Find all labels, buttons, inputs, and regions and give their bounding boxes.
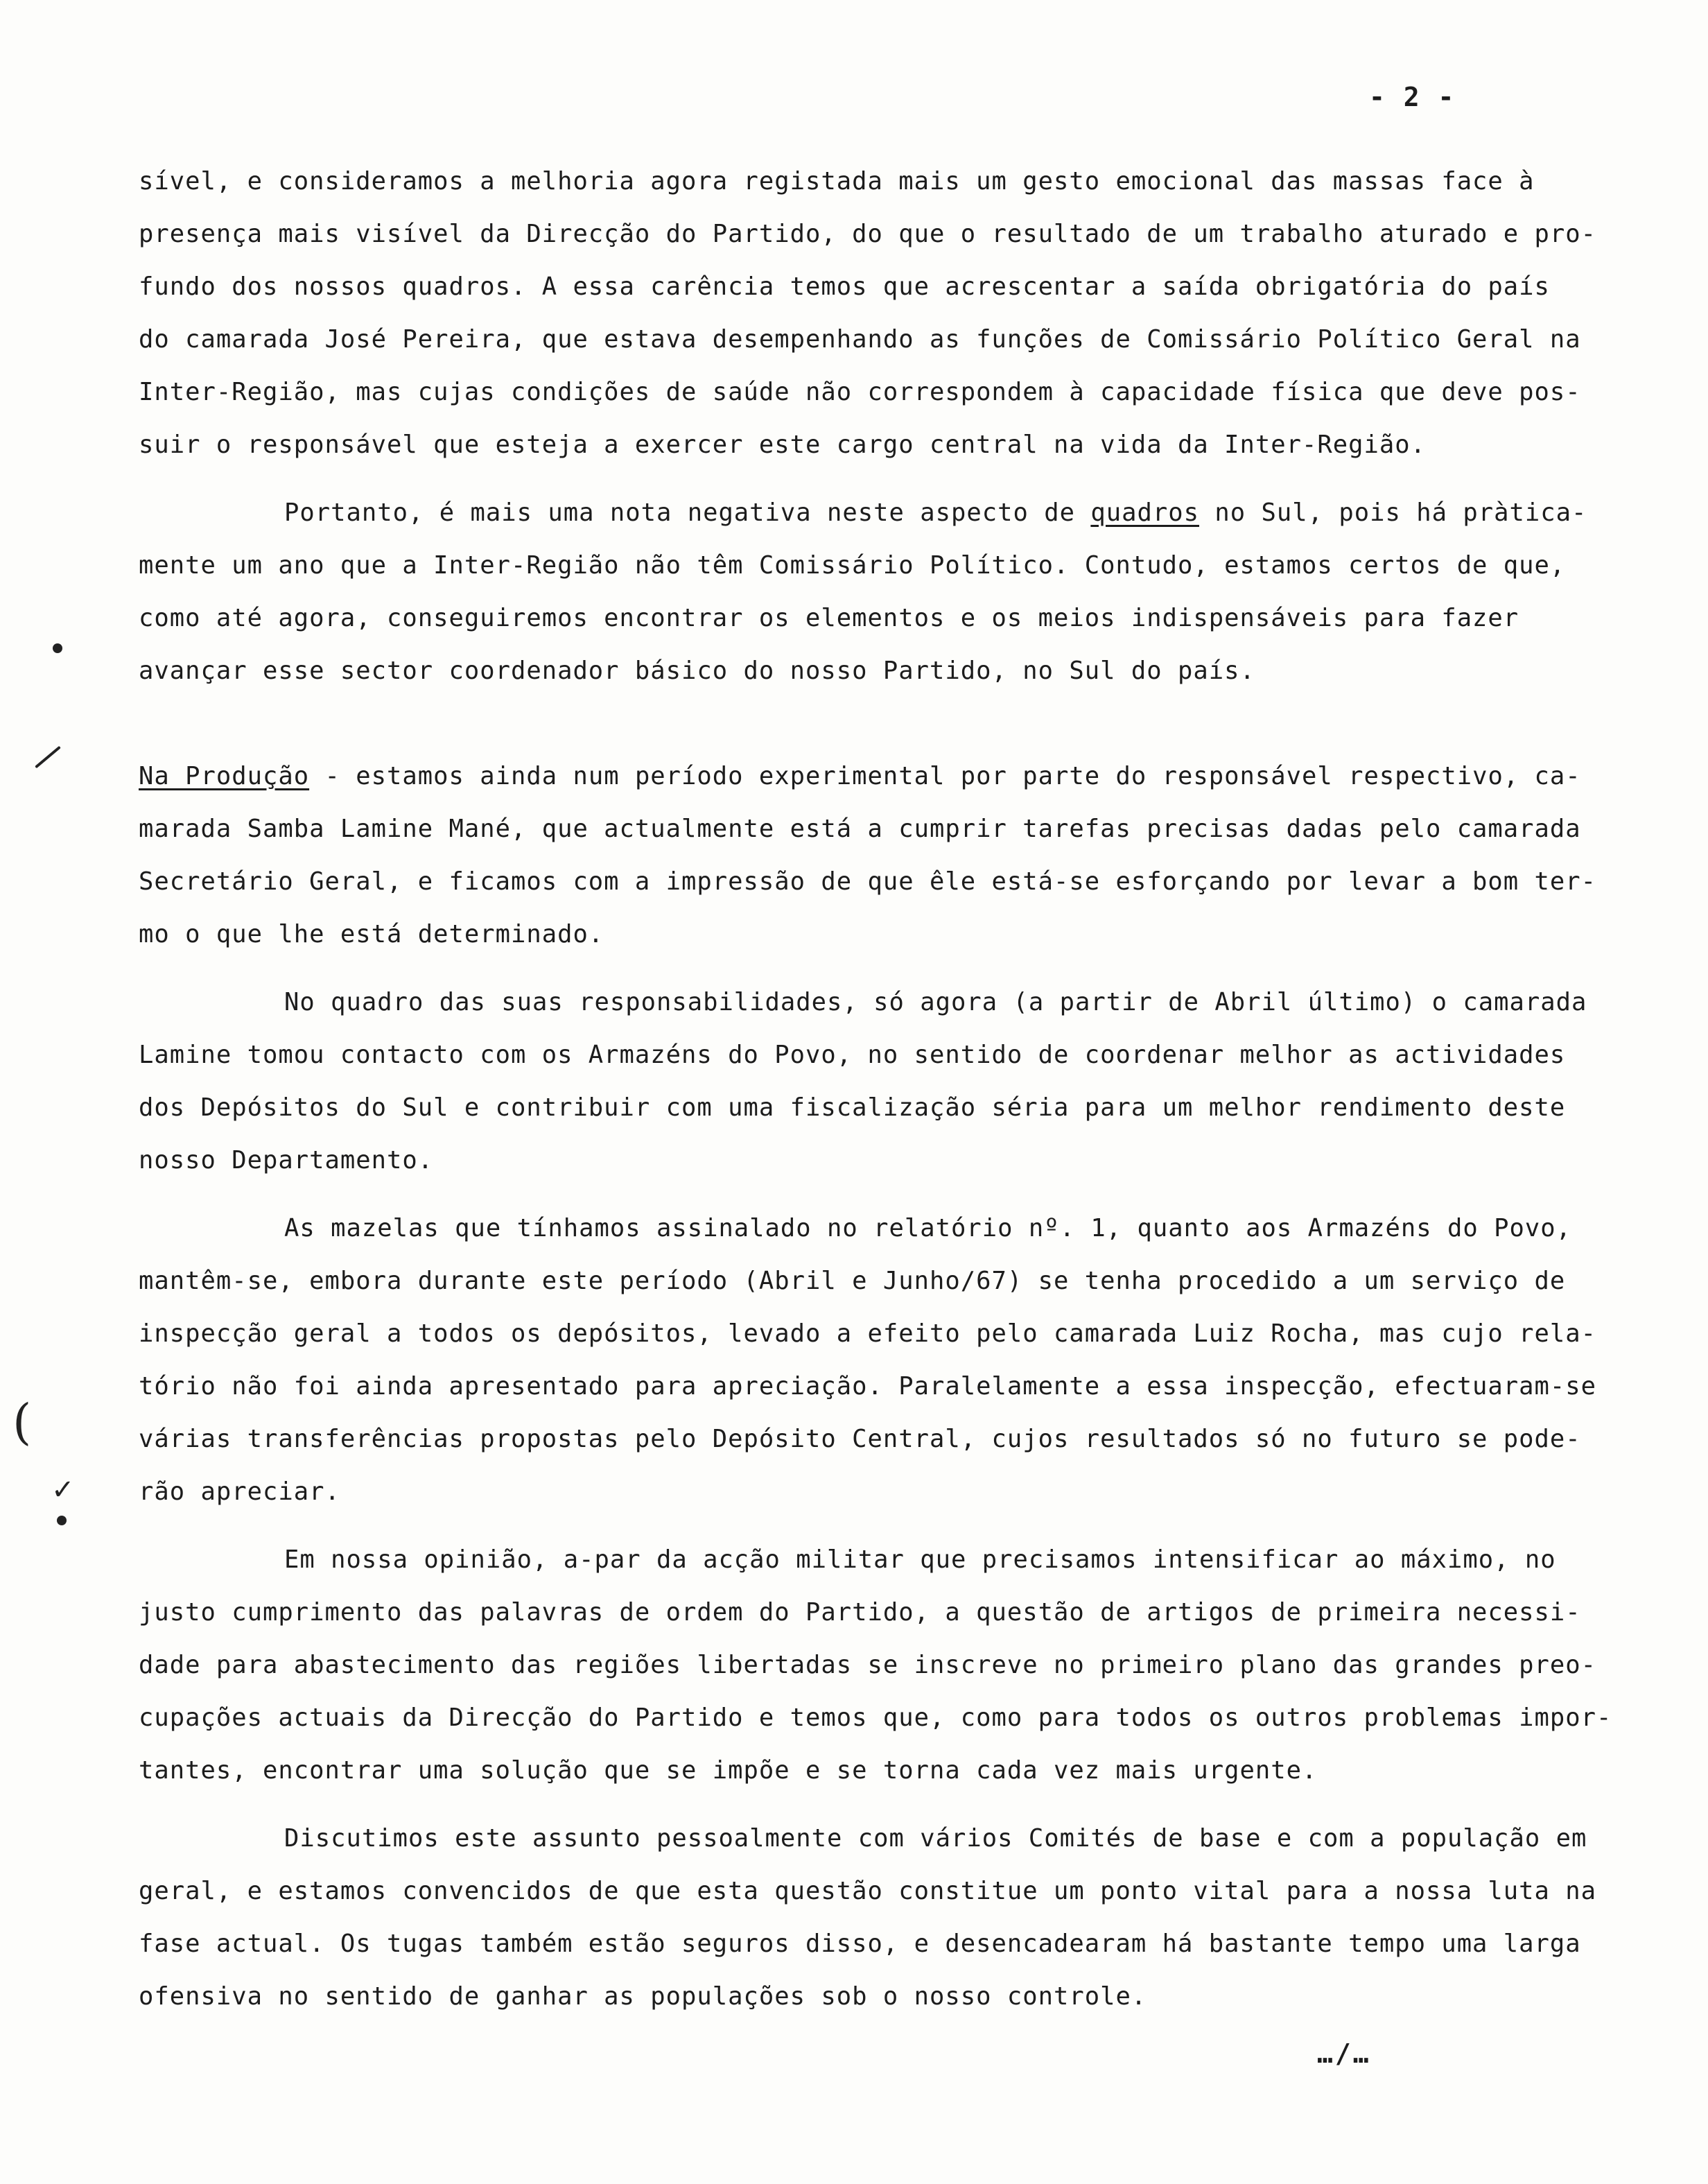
text-line: suir o responsável que esteja a exercer este cargo central na vida da Inter-Região. (139, 431, 1426, 459)
text-line: sível, e consideramos a melhoria agora registada mais um gesto emocional das massas face à (139, 167, 1535, 196)
margin-dot-mark (57, 1516, 67, 1525)
text-line (139, 761, 1581, 792)
text-line: Lamine tomou contacto com os Armazéns do Povo, no sentido de coordenar melhor as actividades (139, 1041, 1566, 1069)
text-line: inspecção geral a todos os depósitos, levado a efeito pelo camarada Luiz Rocha, mas cujo rela- (139, 1319, 1597, 1348)
text-line: Discutimos este assunto pessoalmente com vários Comités de base e com a população em (284, 1824, 1587, 1853)
text-segment: no Sul, pois há pràtica- (1199, 499, 1587, 527)
page-number: - 2 - (1369, 82, 1456, 112)
text-line: marada Samba Lamine Mané, que actualmente está a cumprir tarefas precisas dadas pelo camarada (139, 815, 1581, 843)
text-line: justo cumprimento das palavras de ordem do Partido, a questão de artigos de primeira necessi- (139, 1598, 1581, 1627)
text-line (284, 498, 1587, 528)
text-line: tório não foi ainda apresentado para apreciação. Paralelamente a essa inspecção, efectuaram-se (139, 1372, 1597, 1401)
underlined-word: quadros (1090, 499, 1200, 527)
text-line: nosso Departamento. (139, 1146, 434, 1175)
text-line: várias transferências propostas pelo Depósito Central, cujos resultados só no futuro se pode- (139, 1425, 1581, 1453)
text-line: do camarada José Pereira, que estava desempenhando as funções de Comissário Político Geral na (139, 325, 1581, 354)
text-line: Inter-Região, mas cujas condições de saúde não correspondem à capacidade física que deve pos- (139, 378, 1581, 406)
text-line: No quadro das suas responsabilidades, só agora (a partir de Abril último) o camarada (284, 988, 1587, 1016)
text-line: mo o que lhe está determinado. (139, 920, 604, 948)
text-line: tantes, encontrar uma solução que se impõe e se torna cada vez mais urgente. (139, 1756, 1318, 1785)
margin-dot-mark (53, 643, 62, 653)
text-line: mantêm-se, embora durante este período (Abril e Junho/67) se tenha procedido a um serviço de (139, 1267, 1566, 1295)
text-line: presença mais visível da Direcção do Partido, do que o resultado de um trabalho aturado e pro- (139, 220, 1597, 248)
text-line: geral, e estamos convencidos de que esta questão constitue um ponto vital para a nossa luta na (139, 1877, 1597, 1905)
text-line: fundo dos nossos quadros. A essa carência temos que acrescentar a saída obrigatória do país (139, 272, 1550, 301)
text-line: como até agora, conseguiremos encontrar os elementos e os meios indispensáveis para fazer (139, 604, 1519, 632)
margin-tick-mark (35, 746, 61, 769)
text-segment: - estamos ainda num período experimental por parte do responsável respectivo, ca- (309, 762, 1581, 790)
text-line: rão apreciar. (139, 1477, 340, 1506)
text-line: avançar esse sector coordenador básico do nosso Partido, no Sul do país. (139, 657, 1255, 685)
text-line: dos Depósitos do Sul e contribuir com uma fiscalização séria para um melhor rendimento deste (139, 1093, 1566, 1122)
section-heading: Na Produção (139, 762, 310, 790)
text-line: ofensiva no sentido de ganhar as populações sob o nosso controle. (139, 1982, 1147, 2011)
continuation-mark: …/… (1317, 2038, 1371, 2069)
text-line: Em nossa opinião, a-par da acção militar que precisamos intensificar ao máximo, no (284, 1545, 1556, 1574)
text-line: cupações actuais da Direcção do Partido e temos que, como para todos os outros problemas impor- (139, 1704, 1612, 1732)
text-line: dade para abastecimento das regiões libertadas se inscreve no primeiro plano das grandes preo- (139, 1651, 1597, 1679)
text-line: As mazelas que tínhamos assinalado no relatório nº. 1, quanto aos Armazéns do Povo, (284, 1214, 1571, 1242)
text-line: Secretário Geral, e ficamos com a impressão de que êle está-se esforçando por levar a bom ter- (139, 867, 1597, 896)
text-segment: Portanto, é mais uma nota negativa neste aspecto de (284, 499, 1091, 527)
text-line: fase actual. Os tugas também estão seguros disso, e desencadearam há bastante tempo uma larga (139, 1930, 1581, 1958)
margin-check-mark: ✓ (51, 1474, 75, 1506)
text-line: mente um ano que a Inter-Região não têm Comissário Político. Contudo, estamos certos de que, (139, 551, 1566, 580)
margin-paren-mark: ( (12, 1394, 32, 1450)
